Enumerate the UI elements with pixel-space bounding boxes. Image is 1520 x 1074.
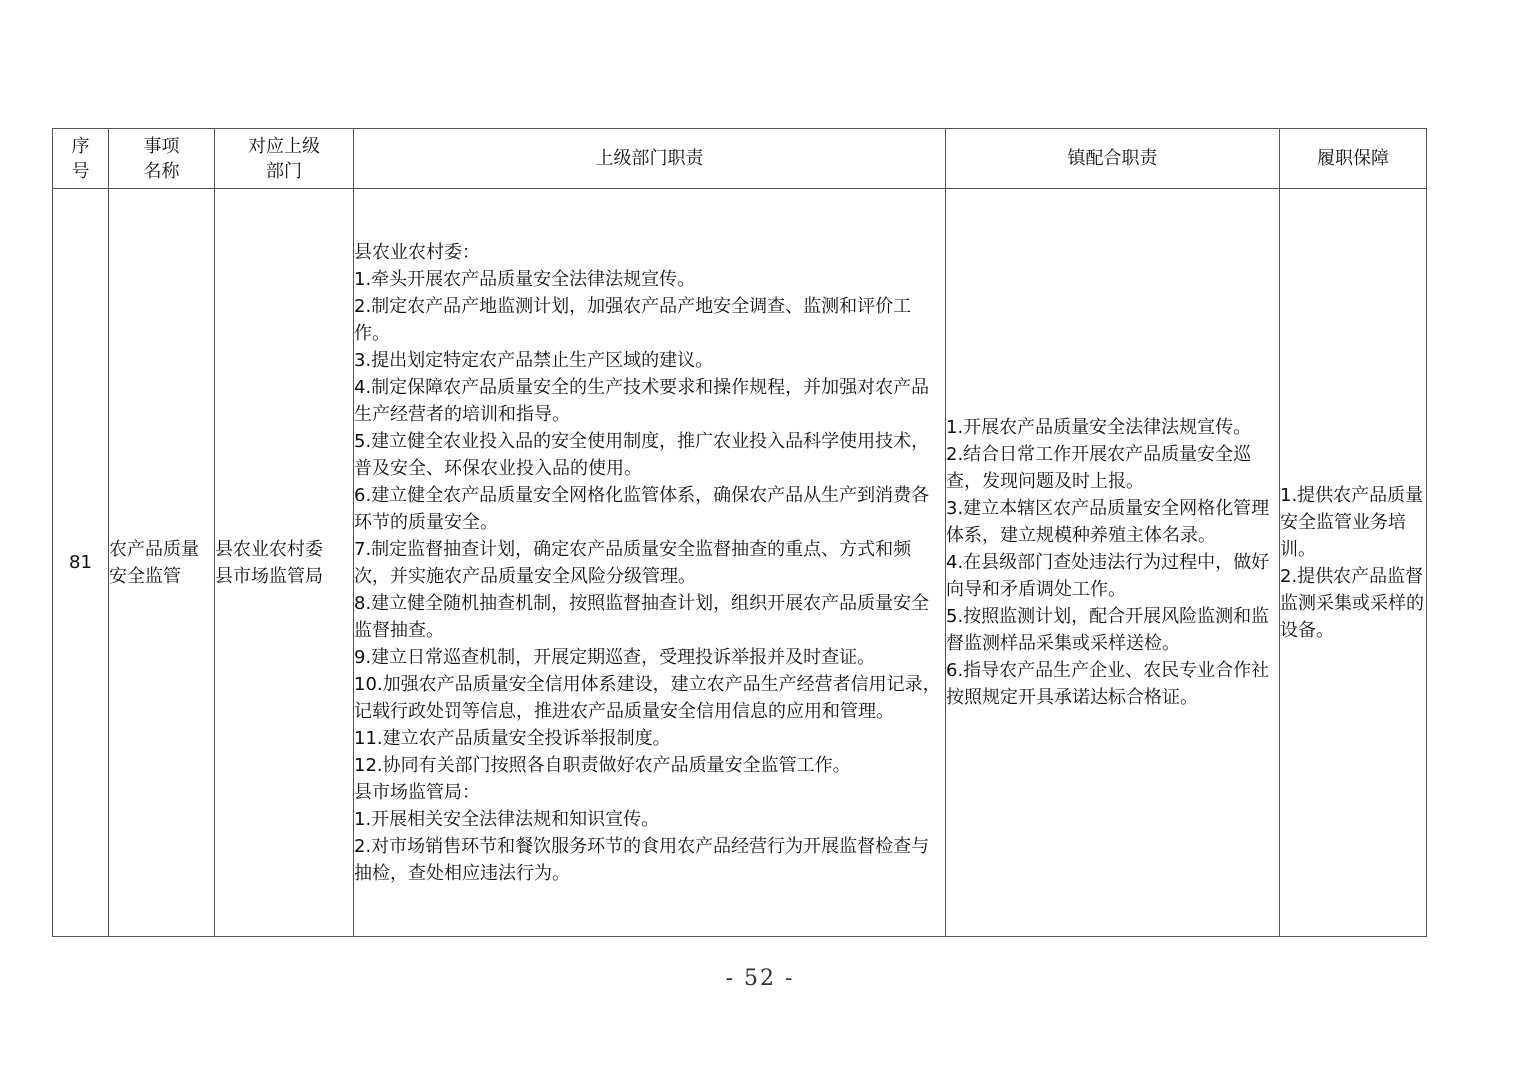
upper-duty-line: 1.开展相关安全法律法规和知识宣传。 xyxy=(354,808,660,830)
table-header-row xyxy=(53,129,1427,189)
row-town-duties xyxy=(946,189,1280,937)
town-duty-line: 4.在县级部门查处违法行为过程中，做好向导和矛盾调处工作。 xyxy=(946,552,1270,600)
row-upper-duties xyxy=(354,189,946,937)
town-duty-line: 3.建立本辖区农产品质量安全网格化管理体系，建立规模种养殖主体名录。 xyxy=(946,498,1270,546)
upper-duty-line: 2.制定农产品产地监测计划，加强农产品产地安全调查、监测和评价工作。 xyxy=(354,295,912,344)
upper-duty-line: 5.建立健全农业投入品的安全使用制度，推广农业投入品科学使用技术，普及安全、环保农业投入品的使用。 xyxy=(354,430,930,479)
upper-dept-line: 县农业农村委 xyxy=(215,538,323,560)
town-duty-line: 2.结合日常工作开展农产品质量安全巡查，发现问题及时上报。 xyxy=(946,444,1252,492)
upper-duty-line: 县市场监管局： xyxy=(354,781,480,803)
upper-duty-line: 11.建立农产品质量安全投诉举报制度。 xyxy=(354,727,671,749)
town-duty-line: 1.开展农产品质量安全法律法规宣传。 xyxy=(946,417,1252,438)
upper-duty-line: 2.对市场销售环节和餐饮服务环节的食用农产品经营行为开展监督检查与抽检，查处相应违法行为。 xyxy=(354,835,930,884)
table-row xyxy=(53,189,1427,937)
upper-duty-line: 9.建立日常巡查机制，开展定期巡查，受理投诉举报并及时查证。 xyxy=(354,646,876,668)
upper-dept-line: 县市场监管局 xyxy=(215,565,323,587)
duty-table xyxy=(52,128,1427,937)
upper-duty-line: 1.牵头开展农产品质量安全法律法规宣传。 xyxy=(354,268,696,290)
guarantee-line: 2.提供农产品监督监测采集或采样的设备。 xyxy=(1280,565,1424,641)
upper-duty-line: 4.制定保障农产品质量安全的生产技术要求和操作规程，并加强对农产品生产经营者的培训和指导。 xyxy=(354,376,930,425)
row-guarantee xyxy=(1280,189,1427,937)
header-upper-dept: 对应上级 部门 xyxy=(215,129,354,189)
upper-duty-line: 3.提出划定特定农产品禁止生产区域的建议。 xyxy=(354,349,714,371)
upper-duty-line: 8.建立健全随机抽查机制，按照监督抽查计划，组织开展农产品质量安全监督抽查。 xyxy=(354,592,930,641)
row-item-name: 农产品质量安全监管 xyxy=(109,189,215,937)
row-index: 81 xyxy=(53,189,109,937)
header-town-duties: 镇配合职责 xyxy=(946,129,1280,189)
upper-duty-line: 县农业农村委： xyxy=(354,241,480,263)
header-item-name: 事项 名称 xyxy=(109,129,215,189)
upper-duty-line: 6.建立健全农产品质量安全网格化监管体系，确保农产品从生产到消费各环节的质量安全。 xyxy=(354,484,930,533)
header-index: 序 号 xyxy=(53,129,109,189)
upper-duty-line: 7.制定监督抽查计划，确定农产品质量安全监督抽查的重点、方式和频次，并实施农产品质量安全风险分级管理。 xyxy=(354,538,912,587)
upper-duty-line: 12.协同有关部门按照各自职责做好农产品质量安全监管工作。 xyxy=(354,754,851,776)
row-upper-dept xyxy=(215,189,354,937)
guarantee-line: 1.提供农产品质量安全监管业务培训。 xyxy=(1280,484,1424,560)
upper-duty-line: 10.加强农产品质量安全信用体系建设，建立农产品生产经营者信用记录，记载行政处罚等信息，推进农产品质量安全信用信息的应用和管理。 xyxy=(354,673,941,722)
header-guarantee: 履职保障 xyxy=(1280,129,1427,189)
page-number: - 52 - xyxy=(725,966,795,991)
header-upper-duties: 上级部门职责 xyxy=(354,129,946,189)
town-duty-line: 5.按照监测计划，配合开展风险监测和监督监测样品采集或采样送检。 xyxy=(946,606,1270,654)
town-duty-line: 6.指导农产品生产企业、农民专业合作社按照规定开具承诺达标合格证。 xyxy=(946,660,1270,708)
